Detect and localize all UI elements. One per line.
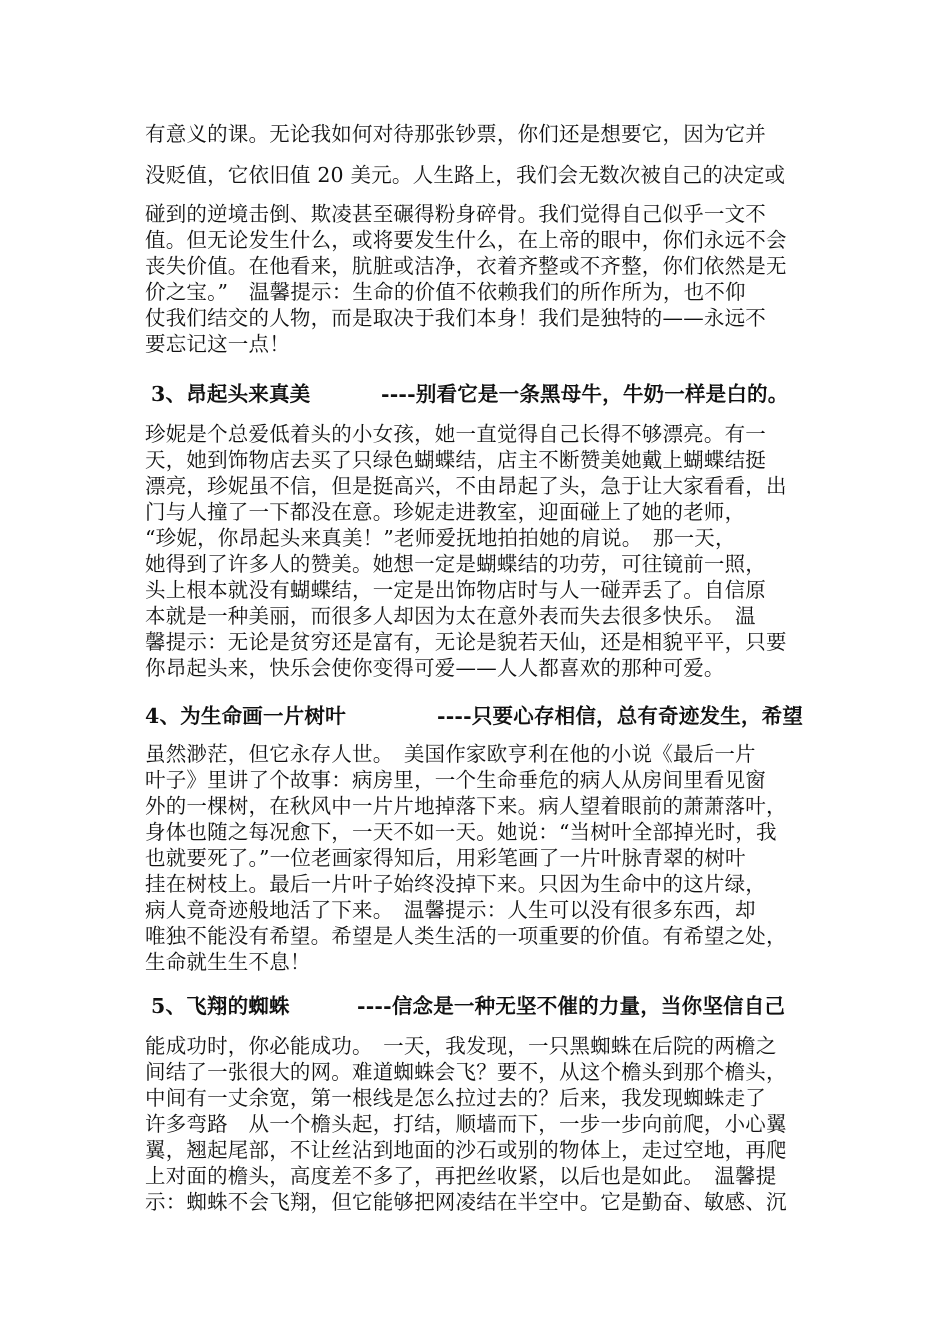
paragraph-line: 价之宝。” 温馨提示：生命的价值不依赖我们的所作所为，也不仰 [145,280,746,304]
section-title: 4、为生命画一片树叶 [145,704,346,728]
paragraph-line: 也就要死了。”一位老画家得知后，用彩笔画了一片叶脉青翠的树叶 [145,846,746,870]
section-heading [145,381,815,407]
paragraph-line: “珍妮，你昂起头来真美！”老师爱抚地拍拍她的肩说。 那一天， [145,526,736,550]
section-heading [145,703,815,729]
paragraph-line: 唯独不能没有希望。希望是人类生活的一项重要的价值。有希望之处， [145,924,787,948]
paragraph-line: 许多弯路 从一个檐头起，打结，顺墙而下，一步一步向前爬，小心翼 [145,1112,787,1136]
paragraph-line: 她得到了许多人的赞美。她想一定是蝴蝶结的功劳，可往镜前一照， [145,552,766,576]
paragraph-line: 碰到的逆境击倒、欺凌甚至碾得粉身碎骨。我们觉得自己似乎一文不 [145,202,766,226]
paragraph-line: 馨提示：无论是贫穷还是富有，无论是貌若天仙，还是相貌平平，只要 [145,630,787,654]
paragraph-line: 能成功时，你必能成功。 一天，我发现，一只黑蜘蛛在后院的两檐之 [145,1034,777,1058]
paragraph-line: 你昂起头来，快乐会使你变得可爱——人人都喜欢的那种可爱。 [145,656,725,680]
section-heading [145,993,815,1019]
paragraph-line: 珍妮是个总爱低着头的小女孩，她一直觉得自己长得不够漂亮。有一 [145,422,766,446]
paragraph-line: 要忘记这一点！ [145,332,290,356]
section-tagline: ----别看它是一条黑母牛，牛奶一样是白的。 [381,382,789,406]
paragraph-line: 中间有一丈余宽，第一根线是怎么拉过去的？后来，我发现蜘蛛走了 [145,1086,766,1110]
paragraph-line: 身体也随之每况愈下，一天不如一天。她说：“当树叶全部掉光时，我 [145,820,777,844]
paragraph-line: 间结了一张很大的网。难道蜘蛛会飞？要不，从这个檐头到那个檐头， [145,1060,787,1084]
paragraph-line: 挂在树枝上。最后一片叶子始终没掉下来。只因为生命中的这片绿， [145,872,766,896]
section-tagline: ----信念是一种无坚不催的力量，当你坚信自己 [357,994,786,1018]
paragraph-line: 虽然渺茫，但它永存人世。 美国作家欧亨利在他的小说《最后一片 [145,742,756,766]
paragraph-line: 示：蜘蛛不会飞翔，但它能够把网凌结在半空中。它是勤奋、敏感、沉 [145,1190,787,1214]
paragraph-line: 丧失价值。在他看来，肮脏或洁净，衣着齐整或不齐整，你们依然是无 [145,254,787,278]
paragraph-line: 叶子》里讲了个故事：病房里，一个生命垂危的病人从房间里看见窗 [145,768,766,792]
paragraph-line: 翼，翘起尾部，不让丝沾到地面的沙石或别的物体上，走过空地，再爬 [145,1138,787,1162]
paragraph-line: 漂亮，珍妮虽不信，但是挺高兴，不由昂起了头，急于让大家看看，出 [145,474,787,498]
paragraph-line: 值。但无论发生什么，或将要发生什么，在上帝的眼中，你们永远不会 [145,228,787,252]
paragraph-line: 头上根本就没有蝴蝶结，一定是出饰物店时与人一碰弄丢了。自信原 [145,578,766,602]
paragraph-line: 有意义的课。无论我如何对待那张钞票，你们还是想要它，因为它并 [145,122,766,146]
paragraph-line: 病人竟奇迹般地活了下来。 温馨提示：人生可以没有很多东西，却 [145,898,756,922]
paragraph-line: 外的一棵树，在秋风中一片片地掉落下来。病人望着眼前的萧萧落叶， [145,794,787,818]
paragraph-line: 仗我们结交的人物，而是取决于我们本身！我们是独特的——永远不 [145,306,766,330]
paragraph-line: 本就是一种美丽，而很多人却因为太在意外表而失去很多快乐。 温 [145,604,756,628]
paragraph-line: 没贬值，它依旧值 20 美元。人生路上，我们会无数次被自己的决定或 [145,163,786,187]
section-tagline: ----只要心存相信，总有奇迹发生，希望 [437,704,804,728]
section-title: 3、昂起头来真美 [151,382,311,406]
paragraph-line: 生命就生生不息！ [145,950,311,974]
paragraph-line: 门与人撞了一下都没在意。珍妮走进教室，迎面碰上了她的老师， [145,500,746,524]
section-title: 5、飞翔的蜘蛛 [151,994,290,1018]
paragraph-line: 上对面的檐头，高度差不多了，再把丝收紧，以后也是如此。 温馨提 [145,1164,777,1188]
paragraph-line: 天，她到饰物店去买了只绿色蝴蝶结，店主不断赞美她戴上蝴蝶结挺 [145,448,766,472]
